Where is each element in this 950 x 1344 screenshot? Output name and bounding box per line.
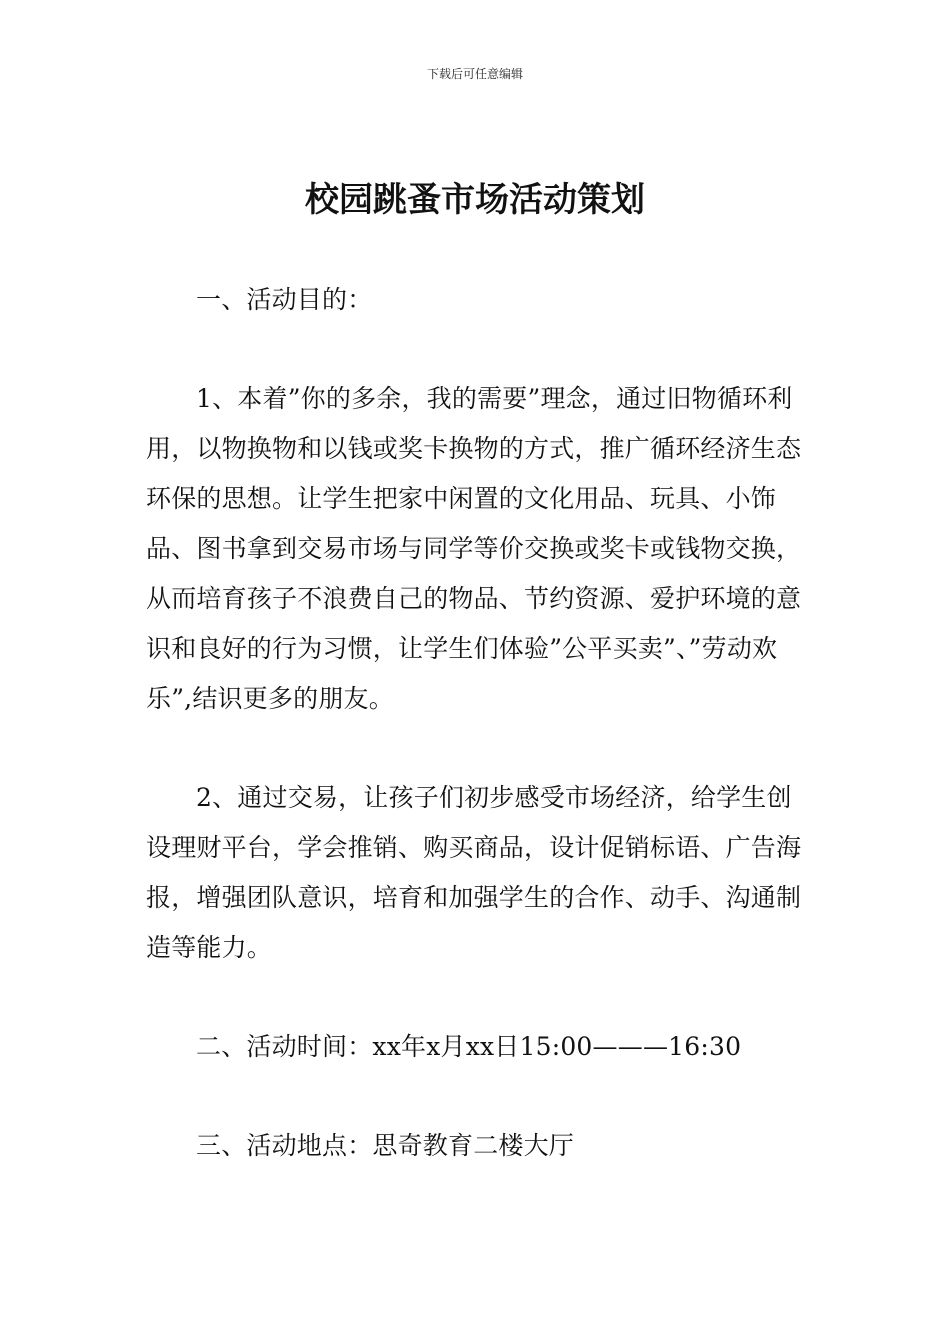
section-activity-location: 三、活动地点：思奇教育二楼大厅 <box>196 1131 575 1160</box>
document-title: 校园跳蚤市场活动策划 <box>305 180 645 220</box>
section-heading-purpose: 一、活动目的： <box>196 285 373 314</box>
paragraph-purpose-1: 1、本着”你的多余，我的需要”理念，通过旧物循环利用，以物换物和以钱或奖卡换物的方式，推广循环经济生态环保的思想。让学生把家中闲置的文化用品、玩具、小饰品、图书拿到交易市场与同学等价交换或奖卡或钱物交换，从而培育孩子不浪费自己的物品、节约资源、爱护环境的意识和良好的行为习惯，让学生们体验”公平买卖”、”劳动欢乐”,结识更多的朋友。 <box>146 384 802 713</box>
paragraph-purpose-2: 2、通过交易，让孩子们初步感受市场经济，给学生创设理财平台，学会推销、购买商品，设计促销标语、广告海报，增强团队意识，培育和加强学生的合作、动手、沟通制造等能力。 <box>146 783 802 962</box>
section-activity-time: 二、活动时间：xx年x月xx日15:00———16:30 <box>196 1032 742 1061</box>
header-note: 下载后可任意编辑 <box>426 67 523 81</box>
